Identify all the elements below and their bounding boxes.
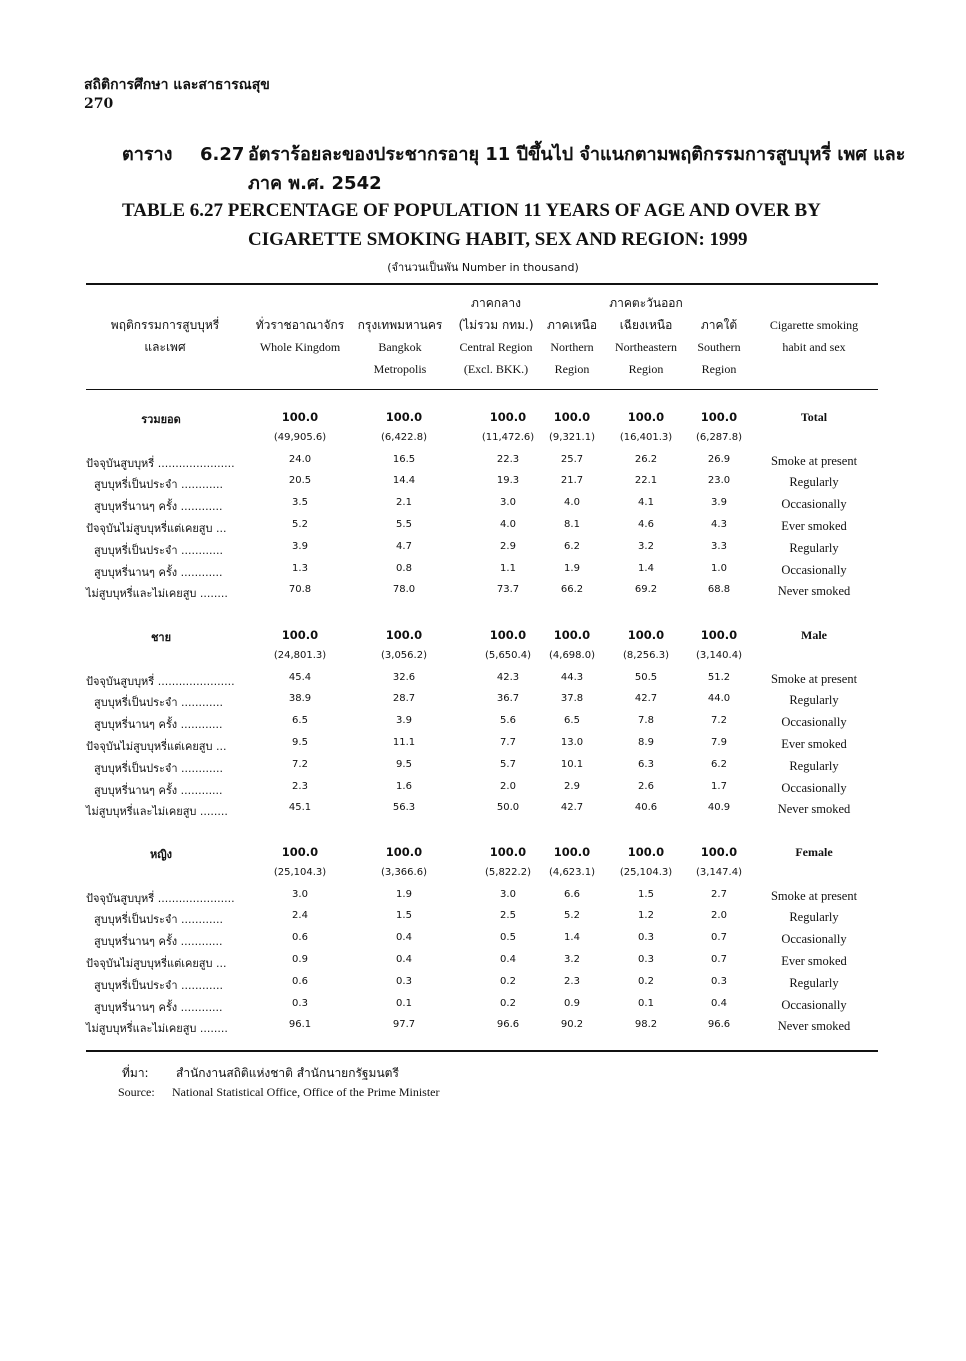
row-value: 1.5: [396, 910, 412, 922]
col-header-line: ภาคตะวันออก: [609, 296, 683, 310]
row-value: 0.1: [638, 997, 654, 1009]
col-header-line: ทั่วราชอาณาจักร: [255, 318, 345, 332]
row-value: 1.9: [396, 888, 412, 900]
row-value: (24,801.3): [273, 649, 327, 661]
row-value: 40.6: [634, 802, 658, 814]
col-header-line: Northeastern: [615, 340, 677, 354]
row-value: 7.2: [292, 758, 308, 770]
row-english-label: Regularly: [789, 540, 839, 555]
row-label: สูบบุหรี่เป็นประจำ ............: [94, 543, 223, 557]
row-value: 45.1: [288, 802, 312, 814]
row-value: 96.6: [496, 1019, 520, 1031]
row-value: 1.3: [292, 562, 308, 574]
row-value: 1.6: [396, 780, 412, 792]
row-value: 37.8: [560, 693, 584, 705]
row-label: ไม่สูบบุหรี่และไม่เคยสูบ ........: [86, 1022, 228, 1036]
row-english-label: Ever smoked: [781, 519, 847, 533]
row-english-label: Never smoked: [777, 584, 851, 599]
col-header-line: Region: [701, 362, 737, 376]
row-value: 3.2: [564, 954, 580, 965]
row-value: 1.7: [711, 780, 727, 792]
row-value: 70.8: [288, 584, 312, 596]
row-value: (4,698.0): [549, 649, 595, 661]
row-value: 100.0: [489, 410, 527, 424]
row-value: 97.7: [392, 1019, 416, 1031]
row-english-label: Regularly: [789, 975, 839, 990]
row-english-label: Occasionally: [781, 497, 847, 512]
row-value: 7.9: [711, 737, 727, 748]
row-english-label: Regularly: [789, 758, 839, 773]
row-value: 14.4: [392, 475, 416, 487]
row-value: 78.0: [392, 584, 416, 596]
row-english-label: Ever smoked: [781, 954, 847, 968]
row-value: 100.0: [627, 628, 665, 642]
row-value: 100.0: [281, 410, 319, 424]
row-value: 5.5: [396, 519, 412, 530]
table-row: [0, 845, 966, 865]
row-value: 73.7: [496, 584, 520, 596]
row-value: 100.0: [385, 628, 423, 642]
row-english-label: Occasionally: [781, 562, 847, 577]
row-value: 4.6: [638, 519, 654, 530]
col-header-line: habit and sex: [782, 340, 846, 354]
row-value: 4.7: [396, 540, 412, 552]
row-value: 10.1: [560, 758, 584, 770]
col-header-line: Bangkok: [378, 340, 422, 354]
row-english-label: Never smoked: [777, 1019, 851, 1034]
row-value: 5.2: [292, 519, 308, 530]
col-header-central: [446, 292, 546, 380]
row-value: 40.9: [707, 802, 731, 814]
row-value: 96.1: [288, 1019, 312, 1031]
row-label: สูบบุหรี่นานๆ ครั้ง ............: [94, 783, 223, 797]
row-value: 1.9: [564, 562, 580, 574]
row-value: 44.3: [560, 671, 584, 683]
row-value: 4.1: [638, 497, 654, 509]
table-row: [0, 432, 966, 452]
row-value: 4.3: [711, 519, 727, 530]
row-value: 5.6: [500, 715, 516, 727]
source-eng-value: National Statistical Office, Office of the Prime Minister: [172, 1085, 440, 1099]
table-row: [0, 1019, 966, 1039]
row-value: 3.0: [500, 888, 516, 900]
row-value: 0.4: [396, 932, 412, 944]
row-value: 42.7: [634, 693, 658, 705]
row-label: ปัจจุบันไม่สูบบุหรี่แต่เคยสูบ ...: [86, 740, 227, 753]
row-value: 6.3: [638, 758, 654, 770]
row-label: สูบบุหรี่เป็นประจำ ............: [94, 696, 223, 710]
row-value: 13.0: [560, 737, 584, 748]
row-value: (3,147.4): [696, 866, 742, 878]
row-label: สูบบุหรี่เป็นประจำ ............: [94, 913, 223, 927]
col-header-line: Whole Kingdom: [259, 340, 341, 354]
row-value: 2.9: [564, 780, 580, 792]
row-value: 100.0: [700, 845, 738, 859]
row-value: 100.0: [385, 845, 423, 859]
row-value: 6.5: [564, 715, 580, 727]
row-value: 44.0: [707, 693, 731, 705]
row-english-label: Regularly: [789, 693, 839, 708]
row-label: สูบบุหรี่นานๆ ครั้ง ............: [94, 565, 223, 579]
row-value: (25,104.3): [619, 866, 673, 878]
row-value: 42.7: [560, 802, 584, 814]
table-row: [0, 737, 966, 757]
row-value: 4.0: [564, 497, 580, 509]
row-value: (49,905.6): [273, 431, 327, 443]
col-header-line: Cigarette smoking: [769, 318, 859, 332]
row-value: 2.6: [638, 780, 654, 792]
row-english-label: Never smoked: [777, 802, 851, 817]
row-value: 0.2: [500, 997, 516, 1009]
row-english-label: Occasionally: [781, 932, 847, 947]
row-value: 2.0: [500, 780, 516, 792]
thai-table-label: ตาราง: [122, 144, 173, 165]
row-value: 3.3: [711, 540, 727, 552]
row-value: 8.1: [564, 519, 580, 530]
table-row: [0, 889, 966, 909]
row-value: 22.1: [634, 475, 658, 487]
row-value: 1.0: [711, 562, 727, 574]
row-english-label: Occasionally: [781, 780, 847, 795]
row-english-label: Occasionally: [781, 997, 847, 1012]
row-value: (6,287.8): [696, 431, 742, 443]
row-value: 3.0: [500, 497, 516, 509]
running-header-title: สถิติการศึกษา และสาธารณสุข: [84, 77, 270, 93]
row-value: (3,056.2): [381, 649, 427, 661]
row-value: 50.0: [496, 802, 520, 814]
row-english-label: Smoke at present: [770, 671, 858, 686]
table-row: [0, 976, 966, 996]
table-row: [0, 563, 966, 583]
col-header-label-line: พฤติกรรมการสูบบุหรี่: [110, 318, 220, 332]
row-value: 100.0: [553, 845, 591, 859]
row-value: 100.0: [627, 410, 665, 424]
row-label: สูบบุหรี่เป็นประจำ ............: [94, 978, 223, 992]
table-row: [0, 475, 966, 495]
col-header-northern: [540, 314, 604, 380]
table-row: [0, 802, 966, 822]
row-value: 0.3: [638, 932, 654, 944]
row-value: 0.5: [500, 932, 516, 944]
row-value: 6.6: [564, 888, 580, 900]
row-value: 6.2: [564, 540, 580, 552]
row-value: 3.5: [292, 497, 308, 509]
row-value: 8.9: [638, 737, 654, 748]
row-value: 0.2: [500, 975, 516, 987]
row-value: 24.0: [288, 453, 312, 465]
col-header-line: ภาคเหนือ: [546, 318, 598, 332]
unit-note: (จำนวนเป็นพัน Number in thousand): [387, 261, 579, 274]
row-value: 51.2: [707, 671, 731, 683]
col-header-line: Southern: [697, 340, 741, 354]
row-value: 45.4: [288, 671, 312, 683]
row-english-label: Regularly: [789, 475, 839, 490]
row-value: 1.4: [564, 932, 580, 944]
table-row: [0, 715, 966, 735]
row-label: ปัจจุบันสูบบุหรี่ ......................: [86, 674, 235, 688]
row-value: 0.9: [292, 954, 308, 965]
table-row: [0, 519, 966, 539]
row-value: 5.7: [500, 758, 516, 770]
table-row: [0, 932, 966, 952]
col-header-english: [752, 314, 876, 358]
row-value: (25,104.3): [273, 866, 327, 878]
row-label: ไม่สูบบุหรี่และไม่เคยสูบ ........: [86, 587, 228, 601]
row-value: 100.0: [700, 410, 738, 424]
col-header-line: Region: [628, 362, 664, 376]
col-header-line: กรุงเทพมหานคร: [357, 318, 443, 332]
row-label: สูบบุหรี่นานๆ ครั้ง ............: [94, 718, 223, 732]
row-value: 56.3: [392, 802, 416, 814]
col-header-line: ภาคใต้: [700, 318, 738, 332]
row-value: 5.2: [564, 910, 580, 922]
row-label: สูบบุหรี่เป็นประจำ ............: [94, 761, 223, 775]
row-value: 26.2: [634, 453, 658, 465]
row-label: รวมยอด: [141, 413, 181, 426]
row-value: 42.3: [496, 671, 520, 683]
row-value: 9.5: [396, 758, 412, 770]
col-header-line: (Excl. BKK.): [463, 362, 529, 376]
row-value: 100.0: [281, 845, 319, 859]
col-header-line: เฉียงเหนือ: [619, 318, 673, 332]
row-value: 0.6: [292, 975, 308, 987]
row-value: 100.0: [553, 410, 591, 424]
table-row: [0, 650, 966, 670]
row-label: สูบบุหรี่เป็นประจำ ............: [94, 478, 223, 492]
row-value: 6.2: [711, 758, 727, 770]
row-value: 66.2: [560, 584, 584, 596]
row-value: 2.5: [500, 910, 516, 922]
row-value: 16.5: [392, 453, 416, 465]
row-value: 28.7: [392, 693, 416, 705]
table-top-rule: [86, 283, 878, 285]
row-value: 0.9: [564, 997, 580, 1009]
row-value: 23.0: [707, 475, 731, 487]
row-value: 90.2: [560, 1019, 584, 1031]
table-row: [0, 693, 966, 713]
col-header-line: ภาคกลาง: [471, 296, 521, 310]
row-label: ปัจจุบันไม่สูบบุหรี่แต่เคยสูบ ...: [86, 957, 227, 970]
row-value: 22.3: [496, 453, 520, 465]
row-english-label: Regularly: [789, 910, 839, 925]
row-value: (5,650.4): [485, 649, 531, 661]
row-english-label: Smoke at present: [770, 453, 858, 468]
col-header-bangkok: [350, 314, 450, 380]
table-row: [0, 584, 966, 604]
table-row: [0, 781, 966, 801]
row-value: 0.7: [711, 932, 727, 944]
row-value: 0.6: [292, 932, 308, 944]
row-value: 9.5: [292, 737, 308, 748]
row-value: 100.0: [489, 845, 527, 859]
row-label: สูบบุหรี่นานๆ ครั้ง ............: [94, 935, 223, 949]
row-value: 2.9: [500, 540, 516, 552]
source-thai-value: สำนักงานสถิติแห่งชาติ สำนักนายกรัฐมนตรี: [176, 1066, 399, 1080]
english-title-line-1: TABLE 6.27 PERCENTAGE OF POPULATION 11 YEARS OF AGE AND OVER BY: [122, 200, 821, 221]
row-value: 7.2: [711, 715, 727, 727]
col-header-label: [100, 314, 230, 358]
col-header-line: Northern: [550, 340, 594, 354]
table-row: [0, 998, 966, 1018]
row-value: 2.7: [711, 888, 727, 900]
row-value: 100.0: [489, 628, 527, 642]
row-value: 19.3: [496, 475, 520, 487]
row-value: 38.9: [288, 693, 312, 705]
row-value: 25.7: [560, 453, 584, 465]
col-header-southern: [686, 314, 752, 380]
table-row: [0, 867, 966, 887]
table-row: [0, 541, 966, 561]
col-header-line: Metropolis: [373, 362, 427, 376]
table-row: [0, 954, 966, 974]
row-value: 100.0: [281, 628, 319, 642]
row-value: 2.3: [292, 780, 308, 792]
col-header-line: (ไม่รวม กทม.): [458, 318, 534, 332]
row-value: (8,256.3): [623, 649, 669, 661]
row-value: 0.2: [638, 975, 654, 987]
row-value: (5,822.2): [485, 866, 531, 878]
row-value: 2.3: [564, 975, 580, 987]
table-row: [0, 454, 966, 474]
thai-title-text: อัตราร้อยละของประชากรอายุ 11 ปีขึ้นไป จำแนกตามพฤติกรรมการสูบบุหรี่ เพศ และภาค พ.ศ. 2542: [248, 144, 906, 194]
row-value: 0.1: [396, 997, 412, 1009]
row-value: (9,321.1): [549, 431, 595, 443]
row-value: 7.8: [638, 715, 654, 727]
row-value: 3.0: [292, 888, 308, 900]
row-english-label: Occasionally: [781, 715, 847, 730]
english-title-line-2: CIGARETTE SMOKING HABIT, SEX AND REGION: 1999: [248, 229, 748, 250]
col-header-whole-kingdom: [245, 314, 355, 358]
row-value: 100.0: [627, 845, 665, 859]
row-value: 0.3: [638, 954, 654, 965]
col-header-label-line: และเพศ: [144, 340, 186, 354]
row-value: 3.9: [292, 540, 308, 552]
table-number: 6.27: [200, 144, 245, 165]
row-value: 21.7: [560, 475, 584, 487]
row-value: 4.0: [500, 519, 516, 530]
col-header-line: Central Region: [459, 340, 533, 354]
row-english-label: Female: [795, 845, 833, 859]
row-value: 6.5: [292, 715, 308, 727]
row-value: 100.0: [553, 628, 591, 642]
row-value: 3.2: [638, 540, 654, 552]
row-value: 1.5: [638, 888, 654, 900]
source-eng-key: Source:: [118, 1085, 155, 1099]
row-english-label: Male: [801, 628, 827, 642]
table-row: [0, 759, 966, 779]
row-value: 7.7: [500, 737, 516, 748]
row-value: 98.2: [634, 1019, 658, 1031]
row-value: 0.7: [711, 954, 727, 965]
row-value: 3.9: [396, 715, 412, 727]
row-value: 2.1: [396, 497, 412, 509]
row-label: หญิง: [150, 848, 172, 861]
row-value: 0.3: [396, 975, 412, 987]
row-value: 100.0: [385, 410, 423, 424]
row-value: 1.2: [638, 910, 654, 922]
row-value: 0.3: [711, 975, 727, 987]
row-label: ปัจจุบันไม่สูบบุหรี่แต่เคยสูบ ...: [86, 522, 227, 535]
table-row: [0, 910, 966, 930]
table-row: [0, 410, 966, 430]
col-header-line: Region: [554, 362, 590, 376]
row-value: 69.2: [634, 584, 658, 596]
row-value: (16,401.3): [619, 431, 673, 443]
row-label: สูบบุหรี่นานๆ ครั้ง ............: [94, 500, 223, 514]
row-value: (11,472.6): [481, 431, 535, 443]
row-value: (3,140.4): [696, 649, 742, 661]
row-value: 0.4: [396, 954, 412, 965]
table-row: [0, 497, 966, 517]
row-value: 0.4: [500, 954, 516, 965]
row-english-label: Ever smoked: [781, 737, 847, 751]
row-english-label: Smoke at present: [770, 888, 858, 903]
row-value: 100.0: [700, 628, 738, 642]
row-value: 50.5: [634, 671, 658, 683]
row-value: 11.1: [392, 737, 416, 748]
row-label: สูบบุหรี่นานๆ ครั้ง ............: [94, 1000, 223, 1014]
page-number: 270: [84, 96, 114, 112]
row-label: ชาย: [150, 631, 172, 644]
row-english-label: Total: [800, 410, 828, 424]
row-value: 2.0: [711, 910, 727, 922]
table-row: [0, 672, 966, 692]
header-bottom-rule: [86, 389, 878, 390]
row-value: 26.9: [707, 453, 731, 465]
row-label: ปัจจุบันสูบบุหรี่ ......................: [86, 456, 235, 470]
col-header-northeastern: [602, 292, 690, 380]
row-value: 2.4: [292, 910, 308, 922]
row-value: 20.5: [288, 475, 312, 487]
row-value: 3.9: [711, 497, 727, 509]
row-value: 0.4: [711, 997, 727, 1009]
row-value: 96.6: [707, 1019, 731, 1031]
row-value: 32.6: [392, 671, 416, 683]
row-label: ปัจจุบันสูบบุหรี่ ......................: [86, 891, 235, 905]
table-row: [0, 628, 966, 648]
row-value: 1.4: [638, 562, 654, 574]
row-value: (4,623.1): [549, 866, 595, 878]
row-value: 68.8: [707, 584, 731, 596]
table-bottom-rule: [86, 1050, 878, 1052]
row-label: ไม่สูบบุหรี่และไม่เคยสูบ ........: [86, 805, 228, 819]
row-value: 1.1: [500, 562, 516, 574]
row-value: 0.3: [292, 997, 308, 1009]
row-value: 36.7: [496, 693, 520, 705]
row-value: (3,366.6): [381, 866, 427, 878]
row-value: 0.8: [396, 562, 412, 574]
row-value: (6,422.8): [381, 431, 427, 443]
source-thai-key: ที่มา:: [122, 1066, 149, 1080]
